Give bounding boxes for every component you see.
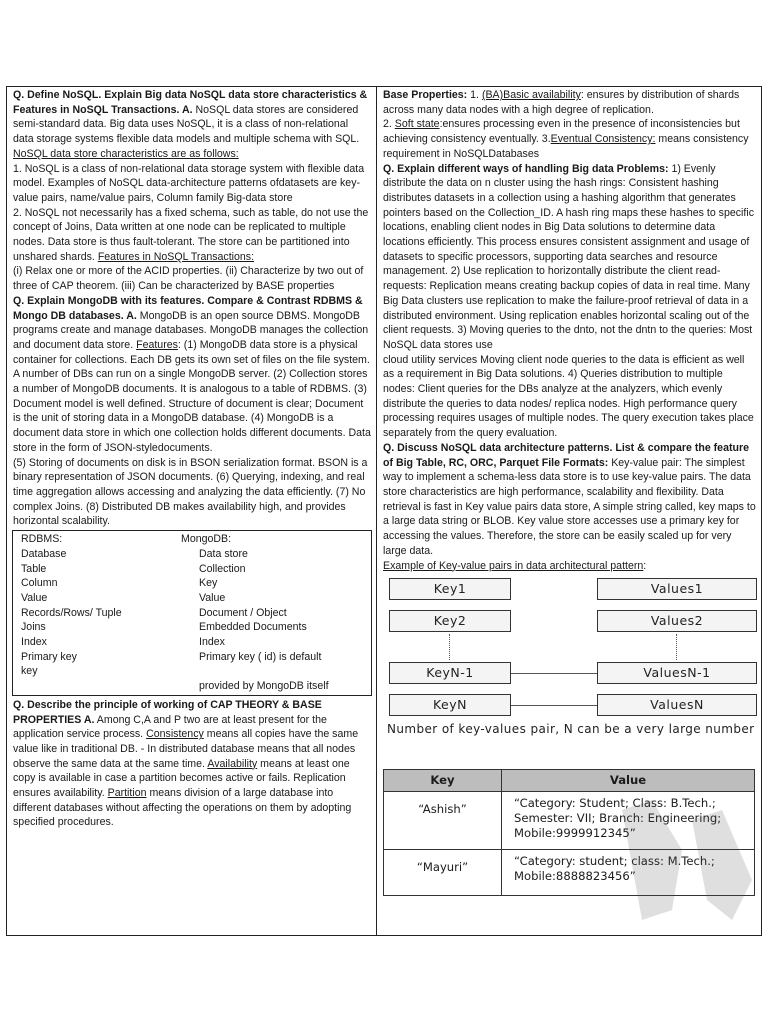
q5-example-colon: : xyxy=(643,559,647,572)
diagram-values2-box: Values2 xyxy=(597,610,757,632)
q2-paragraph-2: (5) Storing of documents on disk is in BSON serialization format. BSON is a binary representation of JSON documents. (6) Querying, indexing, and real time aggregation allows accessing and analyzing the data efficiently. (7) No complex Joins. (8) Distributed DB makes availability high, and provides horizontal scalability. xyxy=(13,456,368,528)
comparison-mongodb-term: Primary key ( id) is default xyxy=(199,650,322,663)
comparison-rdbms-term xyxy=(21,679,199,694)
q3-body-3: means at least one copy is available in case a partition becomes active or fails. Replication ensures availability. xyxy=(13,757,350,800)
comparison-row xyxy=(21,547,365,562)
q5-example-line xyxy=(383,559,756,574)
q3-availability-label: Availability xyxy=(207,757,258,770)
key-value-diagram xyxy=(383,575,759,755)
q4-body: 1) Evenly distribute the data on n cluster using the hash rings: Consistent hashing distributes datasets in a collection using a hashing algorithm that generates pointers based on the Collection_ID. A hash ring maps these hashes to specific locations, enabling client nodes in Big Data solutions to determine data locations efficiently. This process ensures consistent assignment and usage of datasets to specific processors, supporting data searches and resource management. 2) Use replication to horizontally distribute the client read-requests: Replication means creating backup copies of data in real time. Many Big Data clusters use replication to make the failure-proof retrieval of data in a distributed environment. Using replication enables horizontal scaling out of the client requests. 3) Moving queries to the dnto, not the dntn to the queries: Most NoSQL data stores use xyxy=(383,162,755,351)
comparison-rdbms-term: Table xyxy=(21,562,47,575)
comparison-rdbms-term: key xyxy=(21,665,38,678)
notes-sheet xyxy=(6,86,762,936)
q3-title: Q. Describe the principle of working of CAP THEORY & BASE PROPERTIES A. xyxy=(13,698,322,726)
q4-paragraph xyxy=(383,162,756,353)
q3-body-2: means all copies have the same value like in traditional DB. - In distributed database means that all nodes observe the same data at the same time. xyxy=(13,728,359,770)
q1-point-3: (i) Relax one or more of the ACID properties. (ii) Characterize by two out of three of CAP theorem. (iii) Can be characterized by BASE properties xyxy=(13,265,364,293)
comparison-mongodb-term: Document / Object xyxy=(199,606,287,619)
q5-title: Q. Discuss NoSQL data architecture patterns. List & compare the feature of Big Table, RC, ORC, Parquet File Formats: xyxy=(383,441,749,469)
comparison-rdbms-term: Joins xyxy=(21,621,46,634)
comparison-row xyxy=(21,650,365,665)
comparison-mongodb-term: Key xyxy=(199,577,218,590)
comparison-row xyxy=(21,635,365,650)
comparison-head-mongodb: MongoDB: xyxy=(181,533,232,546)
diagram-keyn-box: KeyN xyxy=(389,694,511,716)
base-basic-availability: (BA)Basic availability xyxy=(481,89,581,101)
base-properties-paragraph xyxy=(383,88,756,117)
q4-paragraph-2: cloud utility services Moving client node queries to the data is efficient as well as a requirement in Big Data solutions. 4) Queries distribution to multiple nodes: Client queries for the DBs analyze at the analyzers, which evenly distribute the queries to data nodes/ replica nodes. High performance query processing requires usages of multiple nodes. The query execution takes place separately from the query evaluation. xyxy=(383,353,754,440)
comparison-mongodb-term: Embedded Documents xyxy=(199,621,307,634)
comparison-mongodb-term: Data store xyxy=(199,547,248,560)
comparison-mongodb-term: Index xyxy=(199,636,225,649)
q3-consistency-label: Consistency xyxy=(146,728,204,741)
q2-features-label: Features xyxy=(136,338,178,351)
diagram-key1-box: Key1 xyxy=(389,578,511,600)
diagram-caption: Number of key-values pair, N can be a very large number xyxy=(387,722,755,737)
q1-point-2-text: 2. NoSQL not necessarily has a fixed schema, such as table, do not use the concept of Joins, Data written at one node can be replicated to multiple nodes. Data store is thus fault-tolerant. The store can be partitioned into unshared shards. xyxy=(13,206,369,263)
q2-features-text: : (1) MongoDB data store is a physical container for collections. Each DB gets its own set of files on the file system. A number of DBs can run on a single MongoDB server. (2) Collection stores a number of MongoDB documents. It is analogous to a table of RDBMS. (3) Document model is well defined. Structure of document is clear; Document is the unit of storing data in a MongoDB database. (4) MongoDB is a document data store in which one collection holds different documents. Data store in the form of JSON-styledocuments. xyxy=(13,338,371,454)
base-title: Base Properties: xyxy=(383,89,468,101)
q1-title: Q. Define NoSQL. Explain Big data NoSQL data store characteristics & Features in NoSQL Transactions. A. xyxy=(13,89,368,116)
kv-table-value-header: Value xyxy=(502,770,755,792)
base-1-number: 1. xyxy=(470,89,479,101)
diagram-value-ellipsis-line xyxy=(676,634,677,660)
comparison-row xyxy=(21,591,365,606)
q5-paragraph xyxy=(383,441,756,559)
q1-features-heading: Features in NoSQL Transactions: xyxy=(97,250,255,263)
comparison-row xyxy=(21,679,365,694)
q1-body: NoSQL data stores are considered semi-standard data. Big data uses NoSQL, it is a class of non-relational data storage systems flexible data models and multiple schema with SQL. xyxy=(13,103,360,146)
base-properties-2 xyxy=(383,117,756,161)
comparison-mongodb-term: Collection xyxy=(199,562,246,575)
comparison-head-rdbms: RDBMS: xyxy=(21,533,63,546)
q3-body-4: means division of a large database into different databases without affecting the operations on them by adopting specified procedures. xyxy=(13,787,352,829)
comparison-header xyxy=(21,532,365,547)
diagram-valuesn-box: ValuesN xyxy=(597,694,757,716)
kv-row1-key: “Ashish” xyxy=(384,792,502,850)
q5-example-label: Example of Key-value pairs in data architectural pattern xyxy=(383,559,644,572)
base-1-text: : ensures by distribution of shards across many data nodes with a high degree of replication. xyxy=(383,89,740,116)
base-2-number: 2. xyxy=(383,118,392,131)
q1-point-2 xyxy=(13,206,371,265)
comparison-rdbms-term: Records/Rows/ Tuple xyxy=(21,606,122,619)
comparison-rdbms-term: Primary key xyxy=(21,650,77,663)
base-3-text: means consistency requirement in NoSQLDatabases xyxy=(383,133,749,160)
comparison-mongodb-term: provided by MongoDB itself xyxy=(199,680,329,693)
diagram-key-ellipsis-line xyxy=(449,634,450,660)
q3-body-1: Among C,A and P two are at least present for the application service process. xyxy=(13,713,327,741)
comparison-mongodb-term xyxy=(199,664,365,679)
diagram-keyn-1-box: KeyN-1 xyxy=(389,662,511,684)
kv-row2-value: “Category: student; class: M.Tech.; Mobile:8888823456” xyxy=(502,850,755,896)
comparison-row xyxy=(21,606,365,621)
q4-title: Q. Explain different ways of handling Big data Problems: xyxy=(383,162,669,175)
comparison-row xyxy=(21,664,365,679)
comparison-row xyxy=(21,576,365,591)
q2-paragraph xyxy=(13,294,371,456)
q5-body: Key-value pair: The simplest way to implement a schema-less data store is to use key-value pairs. The data store characteristics are high performance, scalability and flexibility. Data retrieval is fast in Key value pairs data store, A simple string called, key maps to a large data string or BLOB. Key value store accesses use a primary key for accessing the values. Therefore, the store can be easily scaled up for very large data. xyxy=(383,456,756,557)
diagram-values1-box: Values1 xyxy=(597,578,757,600)
diagram-connector-n xyxy=(511,705,597,706)
right-column xyxy=(377,87,761,935)
left-column xyxy=(7,87,377,935)
comparison-rdbms-term: Database xyxy=(21,547,67,560)
q2-title: Q. Explain MongoDB with its features. Compare & Contrast RDBMS & Mongo DB databases. A. xyxy=(13,294,363,322)
table-row xyxy=(384,850,755,896)
q1-point-1: 1. NoSQL is a class of non-relational data storage system with flexible data model. Examples of NoSQL data-architecture patterns ofdatasets are key-value pairs, name/value pairs, Column family Big-data store xyxy=(13,162,365,204)
kv-row2-key: “Mayuri” xyxy=(384,850,502,896)
comparison-row xyxy=(21,562,365,577)
comparison-rdbms-term: Value xyxy=(21,591,48,604)
comparison-mongodb-term: Value xyxy=(199,591,226,604)
diagram-connector-n-1 xyxy=(511,673,597,674)
q3-paragraph xyxy=(13,698,371,830)
kv-row1-value: “Category: Student; Class: B.Tech.; Semester: VII; Branch: Engineering; Mobile:9999912345” xyxy=(502,792,755,850)
base-eventual-consistency: Eventual Consistency: xyxy=(550,133,656,146)
table-row xyxy=(384,792,755,850)
comparison-rdbms-term: Index xyxy=(21,636,47,649)
q1-characteristics-heading: NoSQL data store characteristics are as follows: xyxy=(13,147,239,160)
base-soft-state: Soft state xyxy=(394,118,440,131)
comparison-rows xyxy=(21,547,365,694)
comparison-rdbms-term: Column xyxy=(21,577,58,590)
diagram-key2-box: Key2 xyxy=(389,610,511,632)
q2-body: MongoDB is an open source DBMS. MongoDB programs create and manage databases. MongoDB manages the collection and document data store. xyxy=(13,309,369,351)
base-2-text: :ensures processing even in the presence of inconsistencies but achieving consistency eventually. 3. xyxy=(383,118,740,146)
q1-paragraph xyxy=(13,88,371,162)
comparison-row xyxy=(21,620,365,635)
kv-table-key-header: Key xyxy=(384,770,502,792)
diagram-valuesn-1-box: ValuesN-1 xyxy=(597,662,757,684)
rdbms-mongodb-comparison-table xyxy=(12,530,372,696)
key-value-example-table xyxy=(383,769,755,896)
q3-partition-label: Partition xyxy=(107,787,147,800)
